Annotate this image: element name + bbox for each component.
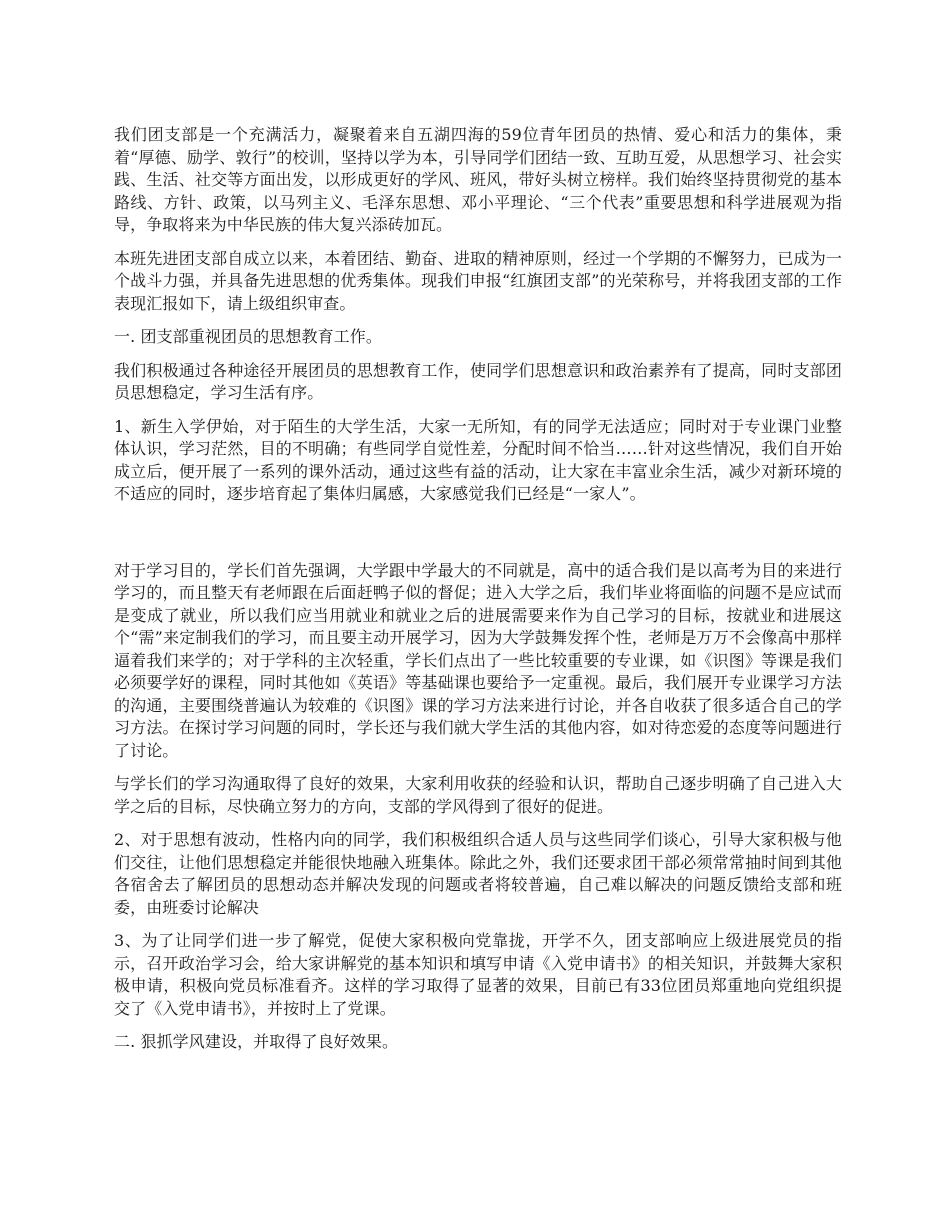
paragraph-intro: 我们团支部是一个充满活力，凝聚着来自五湖四海的59位青年团员的热情、爱心和活力的集体，秉着“厚德、励学、敦行”的校训，坚持以学为本，引导同学们团结一致、互助互爱，从思想学习、社会实践、生活、社交等方面出发，以形成更好的学风、班风，带好头树立榜样。我们始终坚持贯彻党的基本路线、方针、政策，以马列主义、毛泽东思想、邓小平理论、“三个代表”重要思想和科学进展观为指导，争取将来为中华民族的伟大复兴添砖加瓦。 bbox=[114, 125, 842, 234]
paragraph-spacer bbox=[114, 517, 842, 560]
paragraph-item-2: 2、对于思想有波动，性格内向的同学，我们积极组织合适人员与这些同学们谈心，引导大家积极与他们交往，让他们思想稳定并能很快地融入班集体。除此之外，我们还要求团干部必须常常抽时间到其他各宿舍去了解团员的思想动态并解决发现的问题或者将较普遍，自己难以解决的问题反馈给支部和班委，由班委讨论解决 bbox=[114, 830, 842, 917]
paragraph-ideology: 我们积极通过各种途径开展团员的思想教育工作，使同学们思想意识和政治素养有了提高，同时支部团员思想稳定，学习生活有序。 bbox=[114, 360, 842, 402]
section-heading-2: 二. 狠抓学风建设，并取得了良好效果。 bbox=[114, 1032, 399, 1051]
paragraph-study-purpose: 对于学习目的，学长们首先强调，大学跟中学最大的不同就是，高中的适合我们是以高考为目的来进行学习的，而且整天有老师跟在后面赶鸭子似的督促；进入大学之后，我们毕业将面临的问题不是应试而是变成了就业，所以我们应当用就业和就业之后的进展需要来作为自己学习的目标，按就业和进展这个“需”来定制我们的学习，而且要主动开展学习，因为大学鼓舞发挥个性，老师是万万不会像高中那样逼着我们来学的；对于学科的主次轻重，学长们点出了一些比较重要的专业课，如《识图》等课是我们必须要学好的课程，同时其他如《英语》等基础课也要给予一定重视。最后，我们展开专业课学习方法的沟通，主要围绕普遍认为较难的《识图》课的学习方法来进行讨论，并各自收获了很多适合自己的学习方法。在探讨学习问题的同时，学长还与我们就大学生活的其他内容，如对待恋爱的态度等问题进行了讨论。 bbox=[114, 560, 842, 760]
document-body bbox=[114, 124, 842, 1065]
paragraph-item-1: 1、新生入学伊始，对于陌生的大学生活，大家一无所知，有的同学无法适应；同时对于专业课门业整体认识，学习茫然，目的不明确；有些同学自觉性差，分配时间不恰当……针对这些情况，我们自开始成立后，便开展了一系列的课外活动，通过这些有益的活动，让大家在丰富业余生活，减少对新环境的不适应的同时，逐步培育起了集体归属感，大家感觉我们已经是“一家人”。 bbox=[114, 416, 842, 503]
paragraph-item-3: 3、为了让同学们进一步了解党，促使大家积极向党靠拢，开学不久，团支部响应上级进展党员的指示，召开政治学习会，给大家讲解党的基本知识和填写申请《入党申请书》的相关知识，并鼓舞大家积极申请，积极向党员标准看齐。这样的学习取得了显著的效果，目前已有33位团员郑重地向党组织提交了《入党申请书》，并按时上了党课。 bbox=[114, 931, 842, 1018]
paragraph-study-result: 与学长们的学习沟通取得了良好的效果，大家利用收获的经验和认识，帮助自己逐步明确了自己进入大学之后的目标，尽快确立努力的方向，支部的学风得到了很好的促进。 bbox=[114, 774, 842, 816]
paragraph-application: 本班先进团支部自成立以来，本着团结、勤奋、进取的精神原则，经过一个学期的不懈努力，已成为一个战斗力强，并具备先进思想的优秀集体。现我们申报“红旗团支部”的光荣称号，并将我团支部的工作表现汇报如下，请上级组织审查。 bbox=[114, 248, 842, 313]
section-heading-1: 一. 团支部重视团员的思想教育工作。 bbox=[114, 327, 382, 346]
